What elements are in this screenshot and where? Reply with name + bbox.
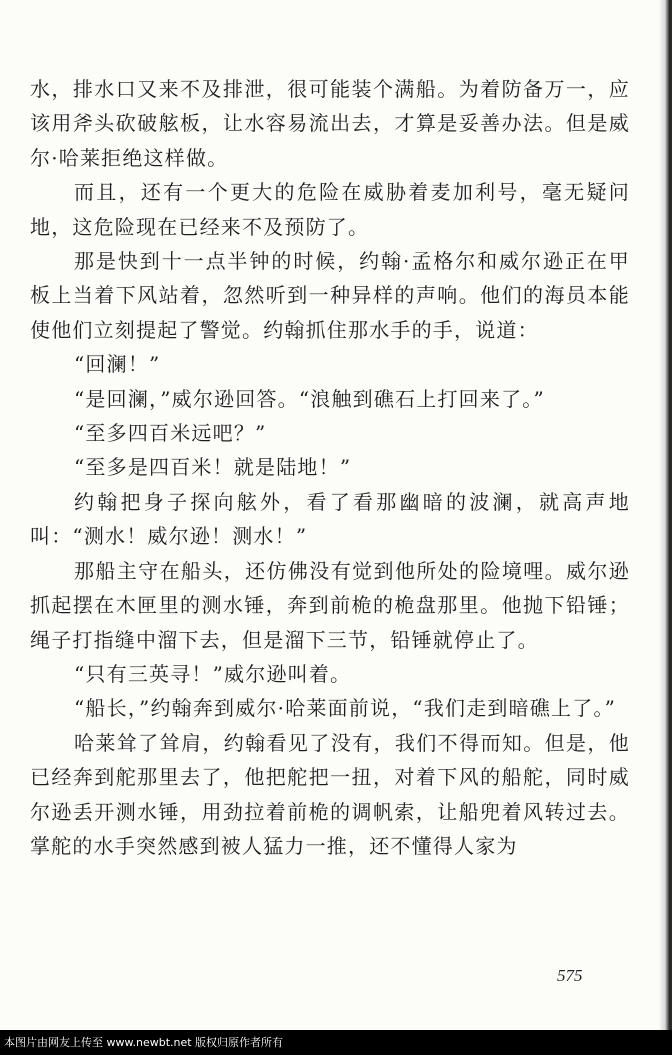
- paragraph: 那是快到十一点半钟的时候，约翰·孟格尔和威尔逊正在甲板上当着下风站着，忽然听到一种异样的声响。他们的海员本能使他们立刻提起了警觉。约翰抓住那水手的手，说道：: [30, 249, 630, 342]
- dialogue-line: “是回澜，”威尔逊回答。“浪触到礁石上打回来了。”: [74, 386, 545, 411]
- page-spine-shadow: [659, 0, 669, 1030]
- dialogue-line: “回澜！”: [74, 352, 161, 377]
- dialogue-line: “船长，”约翰奔到威尔·哈莱面前说，“我们走到暗礁上了。”: [74, 696, 617, 721]
- paragraph: 而且，还有一个更大的危险在威胁着麦加利号，毫无疑问地，这危险现在已经来不及预防了。: [30, 180, 630, 239]
- dialogue-line: “至多是四百米！就是陆地！”: [74, 455, 352, 480]
- body-text: [30, 72, 630, 863]
- page-number: 575: [557, 966, 583, 985]
- dialogue-line: “至多四百米远吧？”: [74, 421, 267, 446]
- paragraph: 那船主守在船头，还仿佛没有觉到他所处的险境哩。威尔逊抓起摆在木匣里的测水锤，奔到前桅的桅盘那里。他抛下铅锤；绳子打指缝中溜下去，但是溜下三节，铅锤就停止了。: [30, 558, 630, 652]
- dialogue-line: “只有三英寻！”威尔逊叫着。: [74, 661, 352, 686]
- watermark-banner: 本图片由网友上传至 www.newbt.net 版权归原作者所有: [0, 1030, 672, 1055]
- paragraph: 哈莱耸了耸肩，约翰看见了没有，我们不得而知。但是，他已经奔到舵那里去了，他把舵把一扭，对着下风的船舵，同时威尔逊丢开测水锤，用劲拉着前桅的调帆索，让船兜着风转过去。掌舵的水手突然感到被人猛力一推，还不懂得人家为: [30, 730, 630, 858]
- paragraph: 水，排水口又来不及排泄，很可能装个满船。为着防备万一，应该用斧头砍破舷板，让水容易流出去，才算是妥善办法。但是威尔·哈莱拒绝这样做。: [30, 77, 630, 170]
- paragraph: 约翰把身子探向舷外，看了看那幽暗的波澜，就高声地叫：“测水！威尔逊！测水！”: [30, 489, 630, 549]
